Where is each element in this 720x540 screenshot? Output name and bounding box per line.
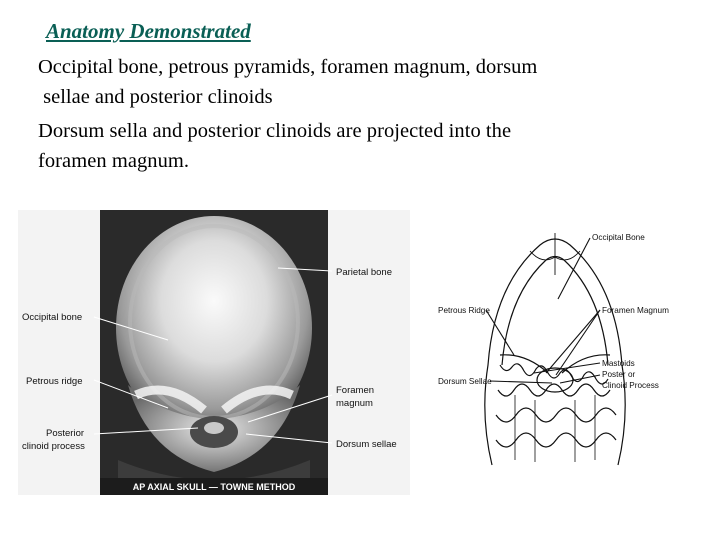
drawing-label-mastoids: Mastoids [602,359,635,368]
drawing-label-occipital: Occipital Bone [592,233,645,242]
label-petrous-ridge: Petrous ridge [26,376,83,387]
towne-xray-svg [18,210,410,495]
anatomy-list-line-2: sellae and posterior clinoids [38,86,273,108]
drawing-label-petrous: Petrous Ridge [438,306,490,315]
label-parietal-bone: Parietal bone [336,267,392,278]
label-posterior-line2: clinoid process [22,441,85,452]
label-occipital-bone: Occipital bone [22,312,83,323]
drawing-label-posterior-line2: Clinoid Process [602,381,659,390]
drawing-label-dorsum: Dorsum Sellae [438,377,492,386]
label-posterior-line1: Posterior [46,428,85,439]
projection-note-paragraph [38,116,511,176]
projection-note-line-1: Dorsum sella and posterior clinoids are projected into the [38,120,512,142]
label-foramen-line2: magnum [336,398,373,409]
drawing-label-foramen: Foramen Magnum [602,306,669,315]
xray-caption: AP AXIAL SKULL — TOWNE METHOD [132,482,296,492]
left-label-panel [18,210,100,495]
drawing-label-posterior-line1: Poster or [602,370,636,379]
slide-title: Anatomy Demonstrated [46,19,251,43]
towne-xray-figure [18,210,410,495]
towne-line-drawing-figure [430,215,690,470]
right-label-panel [328,210,410,495]
label-dorsum-sellae: Dorsum sellae [336,439,397,450]
label-foramen-line1: Foramen [336,385,375,396]
anatomy-list-line-1: Occipital bone, petrous pyramids, foramen magnum, dorsum [38,56,538,78]
towne-line-drawing-svg [430,215,690,470]
anatomy-list-paragraph [38,52,537,112]
projection-note-line-2: foramen magnum. [38,150,190,172]
